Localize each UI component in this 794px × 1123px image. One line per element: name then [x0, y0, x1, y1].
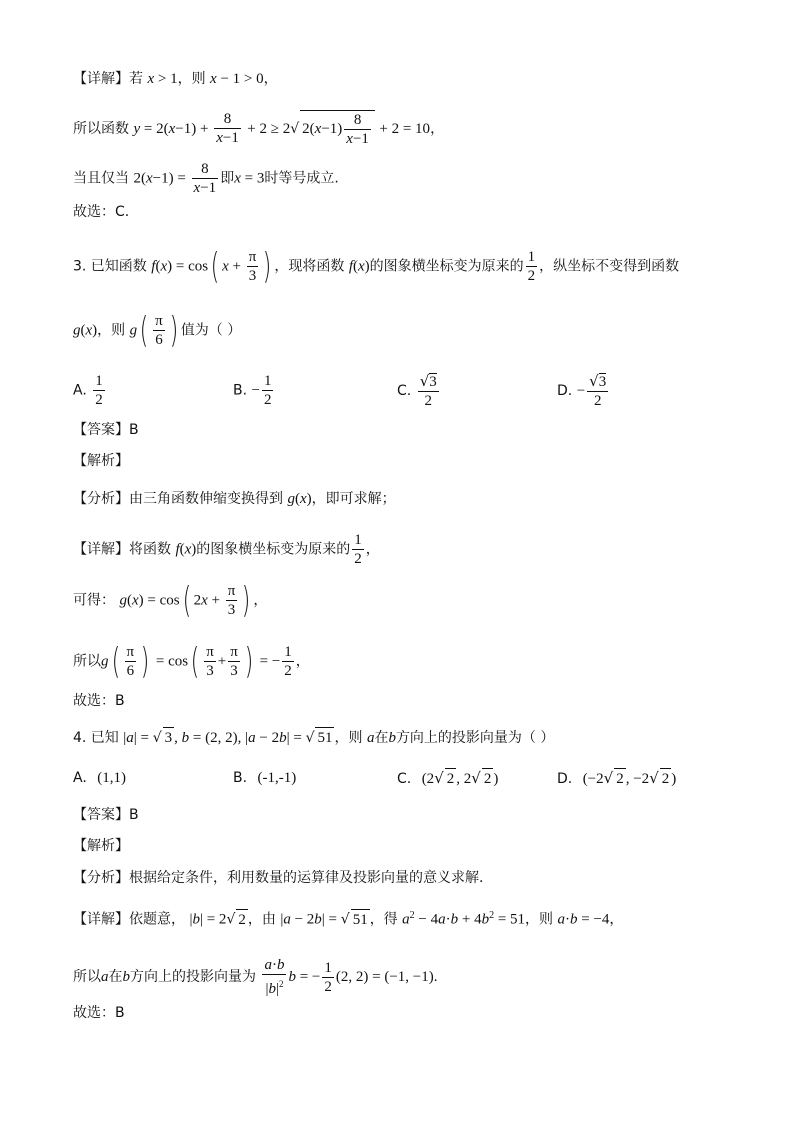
q3-choice: 故选：B — [73, 693, 125, 709]
q4-option-c: C. (2√ 2 , 2√ 2 ) — [397, 769, 499, 787]
q4-answer: 【答案】B — [73, 807, 139, 823]
q3-stem-line-2: g(x)，则 g( $\frac{\pi}{6}$ ) 值为（ ） — [73, 309, 242, 351]
q4-fenxi: 【分析】根据给定条件，利用数量的运算律及投影向量的意义求解. — [73, 870, 484, 886]
q3-option-a: A. $\frac{1}{2}$ — [73, 373, 103, 408]
q4-option-b: B. (-1,-1) — [233, 770, 297, 786]
q3-answer: 【答案】B — [73, 422, 139, 438]
q2-detail-line-2: 所以函数 y = 2(x−1) + $\frac{8}{x-1}$ + 2 ≥ 2√ 2(x−1) $\frac{8}{x-1}$ + 2 = 10， — [73, 111, 445, 147]
q3-analysis-tag: 【解析】 — [73, 453, 129, 469]
q3-option-c: C. $\frac{√3}{2}$ — [397, 372, 437, 409]
q3-stem-line-1: 3. 已知函数 f(x) = cos( x + $\frac{\pi}{3}$ ) ，现将函数 f(x)的图象横坐标变为原来的 $\frac{1}{2}$ ，纵坐标不变得到函数 — [73, 245, 680, 287]
q2-detail-line-3: 当且仅当 2(x−1) = $\frac{8}{x-1}$ 即x = 3时等号成立. — [73, 161, 339, 196]
q4-detail-line-2: 所以a在b方向上的投影向量为 $\frac{a\cdot b}{|b|^2}$ b = − $\frac{1}{2}$ (2, 2) = (−1, −1). — [73, 957, 438, 997]
q4-choice: 故选：B — [73, 1005, 125, 1021]
q2-detail-line-1: 【详解】若 x > 1，则 x − 1 > 0， — [73, 71, 278, 87]
q4-detail-line-1: 【详解】依题意， |b| = 2√ 2 ，由 |a − 2b| = √ 51 ，得 $a^2 - 4a\cdot b + 4b^2 = 51$，则 a·b = −4， — [73, 910, 624, 928]
q3-detail-line-3: 所以g( $\frac{\pi}{6}$ ) = cos( $\frac{\pi}{3}$ + $\frac{\pi}{3}$ ) = − $\frac{1}{2}$ ， — [73, 640, 310, 682]
detail-tag: 【详解】 — [73, 71, 129, 87]
q3-detail-line-1: 【详解】将函数 f(x)的图象横坐标变为原来的 $\frac{1}{2}$ ， — [73, 532, 380, 567]
q3-option-b: B. − $\frac{1}{2}$ — [233, 373, 272, 408]
q2-choice: 故选：C. — [73, 204, 130, 220]
q4-stem: 4. 已知 |a| = √ 3 , b = (2, 2), |a − 2b| = √ 51 ，则 a在b方向上的投影向量为（ ） — [73, 727, 554, 748]
q4-option-a: A. (1,1) — [73, 770, 126, 786]
q3-fenxi: 【分析】由三角函数伸缩变换得到 g(x)，即可求解； — [73, 491, 396, 507]
q3-option-d: D. − $\frac{√3}{2}$ — [557, 372, 607, 409]
q4-option-d: D. (−2√ 2 , −2√ 2 ) — [557, 769, 677, 787]
q3-detail-line-2: 可得： g(x) = cos( 2x + $\frac{\pi}{3}$ ) ， — [73, 579, 268, 621]
q4-analysis-tag: 【解析】 — [73, 838, 129, 854]
